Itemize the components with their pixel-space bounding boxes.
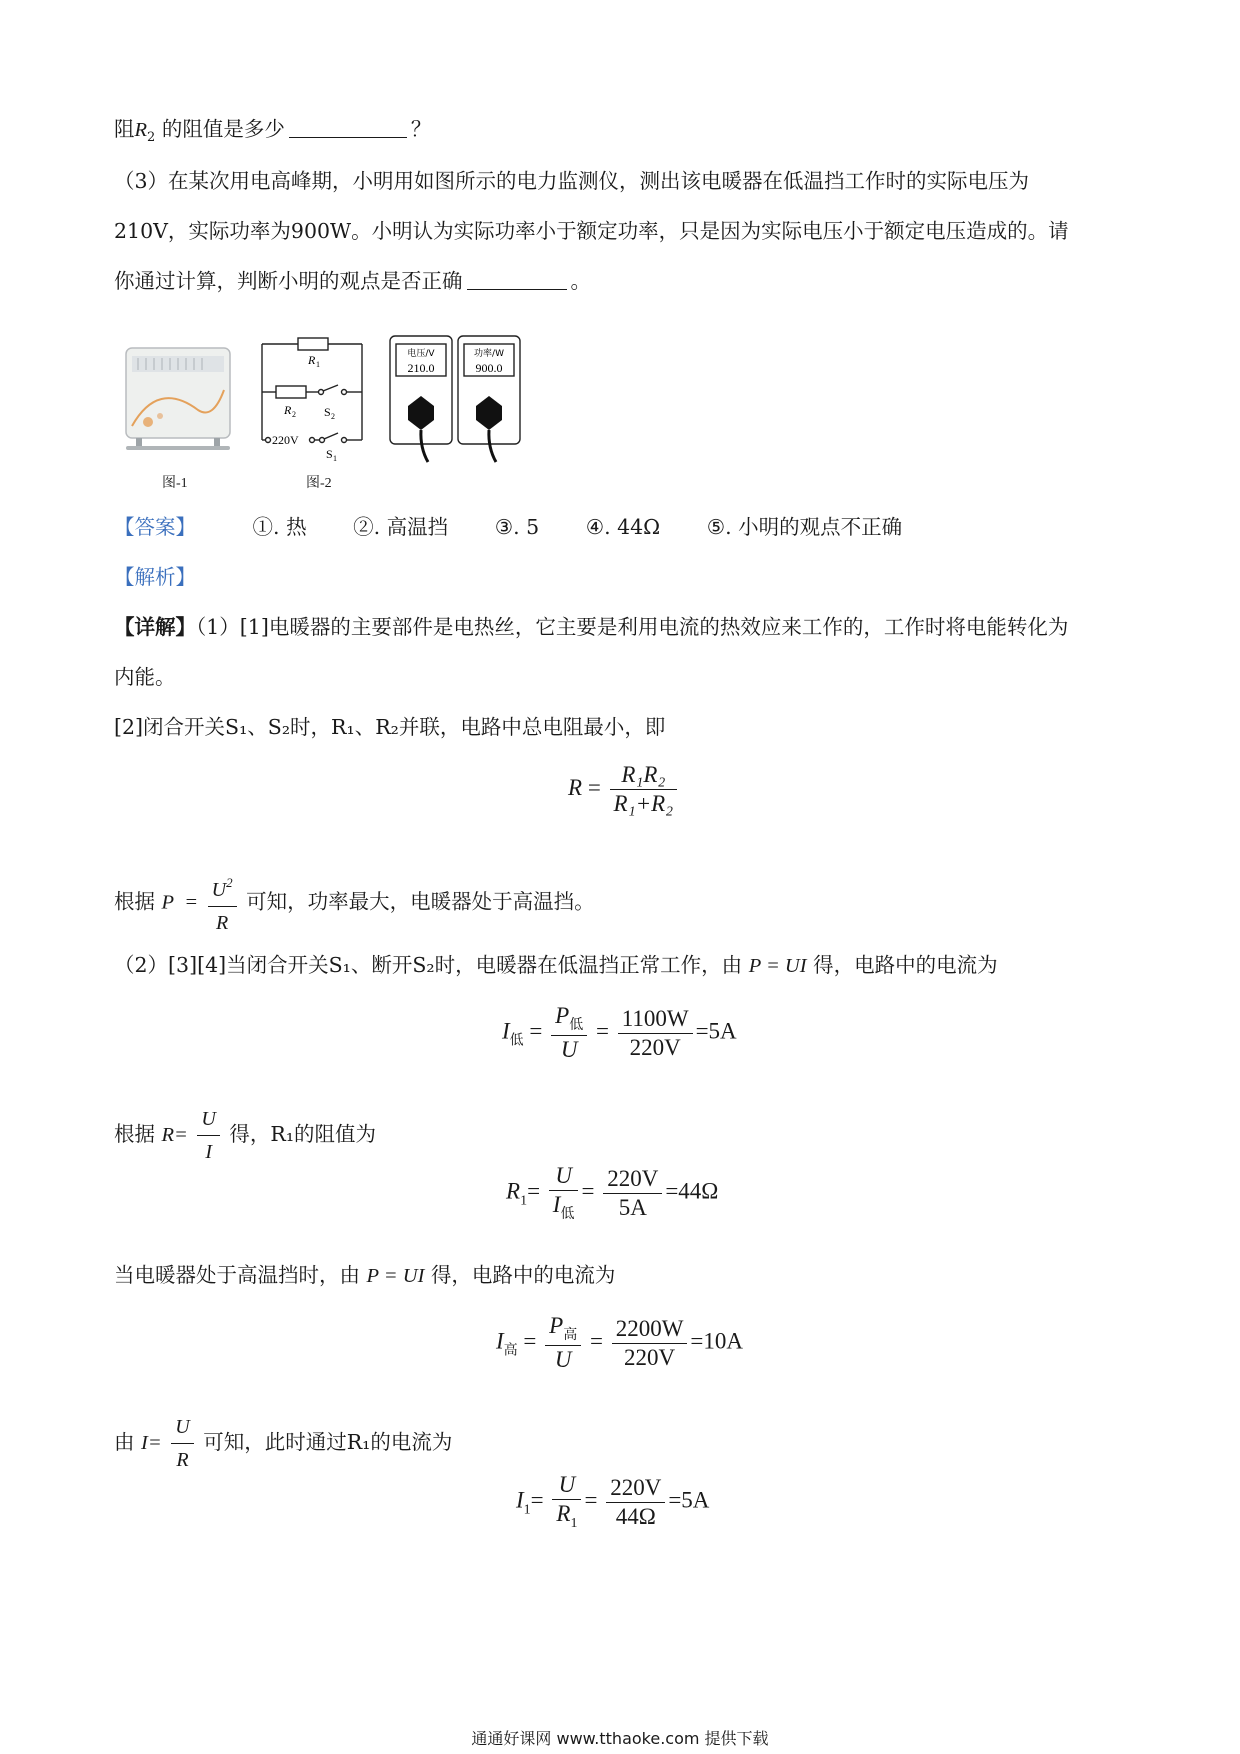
fraction: [612, 1316, 688, 1371]
eq-rhs: =5A: [668, 1487, 710, 1513]
fraction: [603, 1166, 662, 1221]
denominator: R: [216, 912, 229, 934]
eq-rhs: =5A: [695, 1018, 737, 1044]
detail-paragraph-7: [114, 1412, 452, 1475]
denominator: 220V: [624, 1344, 676, 1370]
text: 根据: [114, 1122, 155, 1146]
question-3-line1: （3）在某次用电高峰期，小明用如图所示的电力监测仪，测出该电暖器在低温挡工作时的实际电压为: [114, 169, 1030, 193]
equation-low-current: $I_低$ = $\frac{P_低}{U}$ = $\frac{1100W}{220V}$ =5A: [502, 1003, 737, 1062]
label-s2: S: [324, 405, 331, 419]
subscript: 高: [563, 1328, 578, 1343]
numerator: [545, 1313, 581, 1346]
numerator: 220V: [603, 1166, 662, 1194]
numerator: 1100W: [618, 1006, 693, 1034]
text: 可知，功率最大，电暖器处于高温挡。: [246, 889, 595, 914]
eq-lhs: I: [502, 1018, 510, 1044]
subscript: 1: [520, 1193, 528, 1209]
subscript: 1: [570, 1516, 578, 1531]
fraction: [606, 1475, 665, 1530]
fraction: [610, 762, 678, 817]
numerator: 220V: [606, 1475, 665, 1503]
label-s1-sub: 1: [333, 454, 337, 463]
label-source: 220V: [272, 433, 299, 447]
question-3-line3: [114, 266, 591, 296]
fraction: [171, 1412, 193, 1475]
fraction: [552, 1472, 581, 1532]
denominator: R: [176, 1449, 189, 1471]
denominator: 44Ω: [615, 1503, 656, 1529]
equation-parallel-resistance: R = $\frac{\text{R₁R₂}}{\text{R₁+R₂}}$: [568, 762, 680, 817]
var: R: [556, 1501, 571, 1526]
subscript: 2: [147, 130, 156, 145]
label-s2-sub: 2: [331, 412, 335, 421]
answer-blank[interactable]: [467, 269, 567, 290]
text: 可知，此时通过R₁的电流为: [203, 1430, 453, 1454]
eq-rhs: =10A: [690, 1328, 744, 1354]
circuit-diagram: [258, 330, 528, 470]
fraction: [208, 868, 237, 938]
denominator: [552, 1500, 581, 1532]
equation-r1-resistance: $R_1=$ $\frac{U}{I_低}$ = $\frac{220V}{5A}$ =44Ω: [506, 1163, 719, 1222]
subscript: 低: [509, 1033, 524, 1049]
denominator: 5A: [618, 1194, 647, 1220]
text: 得，R₁的阻值为: [229, 1122, 377, 1146]
question-3-line2: 210V，实际功率为900W。小明认为实际功率小于额定功率，只是因为实际电压小于额定电压造成的。请: [114, 219, 1069, 243]
var: P: [549, 1313, 564, 1338]
numerator: $U^2$: [208, 868, 237, 907]
meter-1-value: 210.0: [407, 361, 435, 375]
answer-item-4: ④. 44Ω: [585, 515, 661, 539]
label-r2: R: [284, 403, 292, 417]
text: 得，电路中的电流为: [430, 1263, 616, 1287]
numerator: U: [171, 1412, 193, 1444]
numerator: U: [197, 1104, 219, 1136]
denominator: U: [554, 1347, 572, 1372]
numerator: 2200W: [612, 1316, 688, 1344]
answer-blank[interactable]: [289, 117, 407, 138]
eq-lhs: I: [496, 1328, 504, 1354]
subscript: 1: [523, 1502, 531, 1518]
text: ？: [410, 117, 432, 141]
eq-lhs: R: [568, 774, 583, 800]
meter-1-label: 电压/V: [407, 349, 435, 359]
numerator: U: [549, 1163, 579, 1191]
label-r2-sub: 2: [292, 410, 296, 419]
denominator: U: [560, 1037, 578, 1062]
label-s1: S: [326, 447, 333, 461]
detail-paragraph-6: [114, 1260, 615, 1291]
detail-paragraph-5: [114, 1104, 376, 1167]
fraction: [618, 1006, 693, 1061]
numerator: U: [552, 1472, 581, 1500]
inline-formula-current: I=: [141, 1432, 162, 1454]
question-2-tail: [114, 114, 431, 153]
eq-rhs: =44Ω: [665, 1178, 719, 1204]
detail-paragraph-4: [114, 950, 998, 981]
inline-formula-power: P =: [161, 891, 199, 914]
text: 由: [114, 1430, 135, 1454]
text: 阻: [114, 117, 135, 141]
answer-item-1: ①. 热: [252, 515, 307, 539]
detail-paragraph-3: [114, 868, 595, 938]
equation-r1-current: $I_1=$ $\frac{U}{R_1}$ = $\frac{220V}{44\Omega}$ =5A: [516, 1472, 710, 1531]
text: 得，电路中的电流为: [813, 953, 998, 977]
inline-formula: P = UI: [366, 1265, 425, 1287]
answer-item-5: ⑤. 小明的观点不正确: [706, 515, 903, 539]
figure-1-caption: 图-1: [162, 476, 188, 491]
eq-lhs: I: [516, 1487, 524, 1513]
heater-image: [118, 340, 238, 455]
answer-tag: 【答案】: [114, 515, 196, 539]
meter-2-value: 900.0: [475, 361, 503, 375]
text: 当电暖器处于高温挡时，由: [114, 1263, 360, 1287]
text: 。: [570, 269, 591, 293]
inline-formula: P = UI: [748, 955, 807, 977]
fraction: [197, 1104, 219, 1167]
answer-line: [114, 512, 942, 542]
label-r1: R: [308, 353, 316, 367]
denominator: I: [205, 1141, 212, 1163]
fraction: [549, 1163, 579, 1223]
analysis-tag: 【解析】: [114, 565, 196, 589]
answer-item-2: ②. 高温挡: [353, 515, 449, 539]
figure-2-caption: 图-2: [306, 476, 332, 491]
subscript: 低: [560, 1207, 575, 1222]
variable-r: R: [134, 119, 148, 141]
denominator: 220V: [629, 1034, 681, 1060]
numerator: R₁R₂: [610, 762, 678, 790]
denominator: [549, 1191, 579, 1223]
detail-paragraph-2: [2]闭合开关S₁、S₂时，R₁、R₂并联，电路中总电阻最小，即: [114, 715, 666, 739]
answer-item-3: ③. 5: [494, 515, 540, 539]
subscript: 高: [503, 1343, 518, 1359]
detail-paragraph-1a: [114, 612, 1068, 642]
detail-tag: 【详解】: [114, 615, 196, 639]
text: 的阻值是多少: [161, 117, 285, 141]
text: 根据: [114, 889, 155, 914]
numerator: [551, 1003, 587, 1036]
var: P: [555, 1003, 570, 1028]
meter-2-label: 功率/W: [474, 349, 504, 359]
fraction: [551, 1003, 587, 1063]
text: （1）[1]电暖器的主要部件是电热丝，它主要是利用电流的热效应来工作的，工作时将电能转化为: [196, 615, 1069, 639]
subscript: 低: [569, 1018, 584, 1033]
text: 你通过计算，判断小明的观点是否正确: [114, 269, 463, 293]
detail-paragraph-1b: 内能。: [114, 665, 176, 689]
inline-formula-ohm: R=: [161, 1124, 188, 1146]
denominator: R₁+R₂: [613, 791, 674, 816]
label-r1-sub: 1: [316, 360, 320, 369]
equation-high-current: $I_高$ = $\frac{P_高}{U}$ = $\frac{2200W}{220V}$ =10A: [496, 1313, 744, 1372]
eq-lhs: R: [506, 1178, 521, 1204]
fraction: [545, 1313, 581, 1373]
text: （2）[3][4]当闭合开关S₁、断开S₂时，电暖器在低温挡正常工作，由: [114, 953, 743, 977]
page-footer: 通通好课网 www.tthaoke.com 提供下载: [471, 1729, 769, 1748]
var: I: [552, 1192, 561, 1217]
